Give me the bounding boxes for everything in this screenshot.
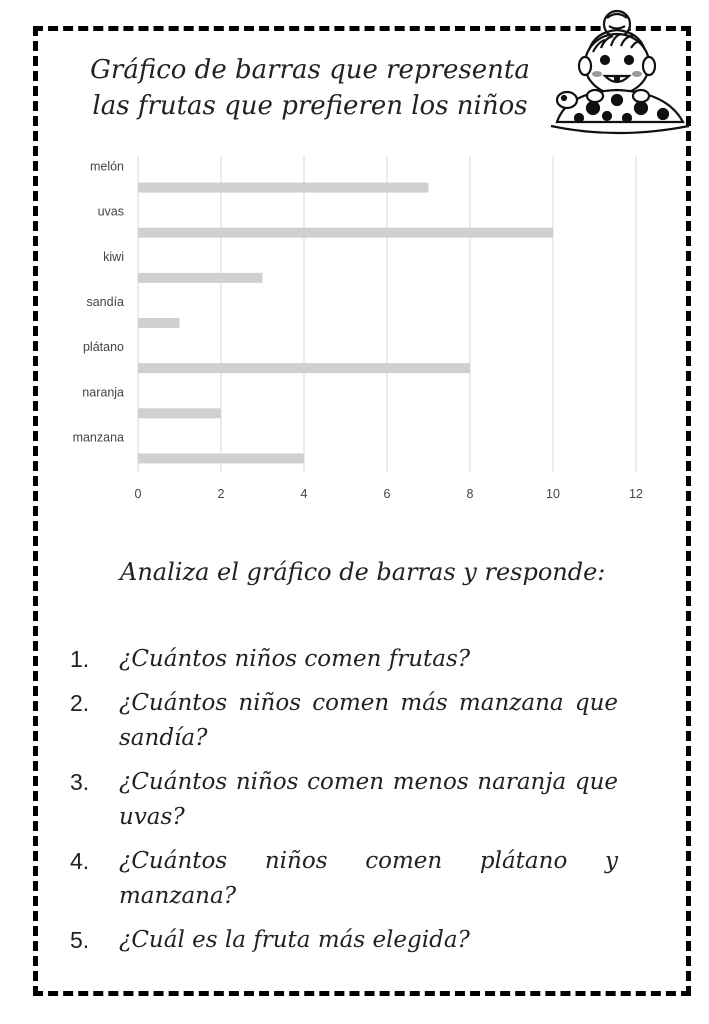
x-tick-label: 6 (383, 487, 391, 501)
question-number: 3. (70, 769, 90, 795)
bar-sandía (138, 318, 180, 328)
x-tick-label: 12 (629, 487, 643, 501)
chart-title (90, 52, 530, 124)
question-number: 2. (70, 690, 90, 716)
question-item (70, 686, 618, 756)
x-tick-label: 8 (466, 487, 474, 501)
category-label: manzana (72, 430, 124, 445)
question-text: ¿Cuántos niños comen menos naranja que uvas? (119, 769, 618, 830)
category-label: naranja (82, 385, 124, 400)
question-number: 5. (70, 927, 90, 953)
question-list (70, 642, 618, 967)
x-tick-label: 4 (300, 487, 308, 501)
category-label: melón (89, 159, 124, 174)
title-line-2: las frutas que prefieren los niños (92, 91, 528, 121)
title-line-1: Gráfico de barras que representa (90, 55, 530, 85)
question-text: ¿Cuántos niños comen frutas? (119, 646, 471, 672)
bar-kiwi (138, 273, 263, 283)
bar-uvas (138, 228, 553, 238)
category-label: uvas (97, 204, 124, 219)
category-label: kiwi (103, 249, 124, 264)
question-text: ¿Cuál es la fruta más elegida? (119, 927, 470, 953)
girl-holding-turtle-icon (545, 4, 695, 139)
x-tick-label: 0 (134, 487, 142, 501)
question-item (70, 765, 618, 835)
bar-plátano (138, 363, 470, 373)
question-item (70, 844, 618, 914)
x-tick-label: 2 (217, 487, 225, 501)
question-number: 4. (70, 848, 90, 874)
question-item (70, 642, 618, 677)
x-tick-label: 10 (546, 487, 560, 501)
category-label: plátano (82, 340, 124, 355)
question-number: 1. (70, 646, 90, 672)
fruit-bar-chart (40, 150, 660, 510)
instructions-heading: Analiza el gráfico de barras y responde: (120, 558, 606, 586)
question-text: ¿Cuántos niños comen más manzana que sandía? (119, 690, 618, 751)
question-item (70, 923, 618, 958)
bar-naranja (138, 408, 221, 418)
bar-melón (138, 183, 429, 193)
bar-manzana (138, 453, 304, 463)
category-label: sandía (86, 295, 124, 309)
question-text: ¿Cuántos niños comen plátano y manzana? (119, 848, 618, 909)
